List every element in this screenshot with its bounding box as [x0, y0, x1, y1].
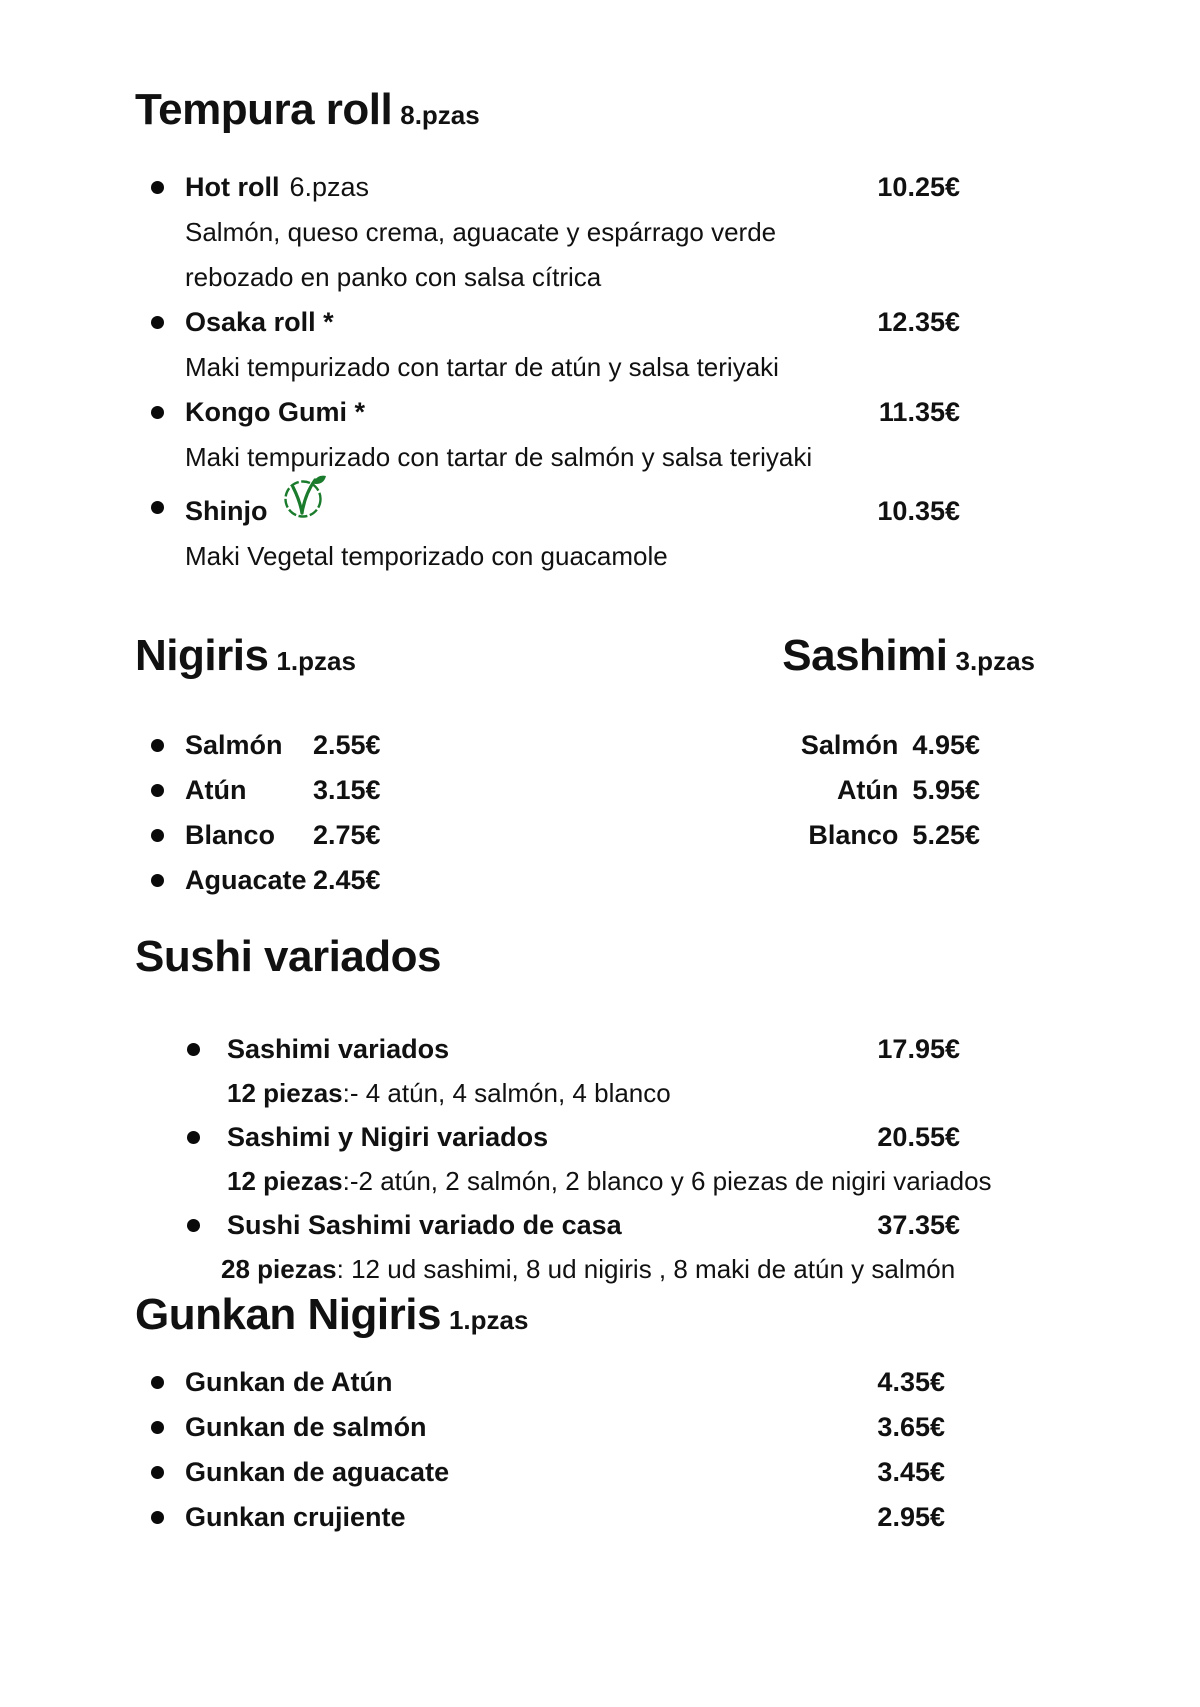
item-description: [135, 1071, 1035, 1115]
item-price: 3.15€: [313, 775, 381, 805]
sushi-variados-list: [135, 1027, 1035, 1291]
pieces-detail: : 12 ud sashimi, 8 ud nigiris , 8 maki de atún y salmón: [336, 1254, 956, 1284]
section-title-sashimi: [705, 631, 1035, 683]
section-unit: 1.pzas: [448, 1305, 529, 1335]
bullet-icon: [151, 1466, 164, 1479]
menu-item-sashimi-variados: [135, 1027, 960, 1071]
menu-item-osaka-roll: [135, 300, 960, 345]
item-description: Maki Vegetal temporizado con guacamole: [185, 541, 668, 571]
item-name: Gunkan crujiente: [185, 1502, 406, 1532]
item-price: 2.95€: [877, 1502, 945, 1532]
item-price: 5.95€: [912, 775, 980, 805]
item-name: Hot roll: [185, 172, 280, 202]
bullet-icon: [151, 406, 164, 419]
section-unit: 3.pzas: [955, 646, 1035, 676]
item-price: 37.35€: [877, 1210, 960, 1240]
bullet-icon: [151, 784, 164, 797]
bullet-icon: [151, 181, 164, 194]
section-unit: 1.pzas: [276, 646, 356, 676]
menu-item-gunkan-salmon: [135, 1405, 945, 1450]
nigiris-sashimi-band: [135, 631, 1035, 903]
section-unit: 8.pzas: [400, 100, 480, 130]
menu-item-sashimi-blanco: [705, 813, 980, 858]
item-price: 10.35€: [877, 496, 960, 526]
item-name: Blanco: [185, 820, 276, 850]
item-price: 2.45€: [313, 865, 381, 895]
bullet-icon: [151, 829, 164, 842]
pieces-count: 12 piezas: [227, 1078, 343, 1108]
section-title-tempura: [135, 85, 1035, 137]
item-description: Maki tempurizado con tartar de salmón y salsa teriyaki: [185, 442, 813, 472]
menu-item-nigiri-salmon: [135, 723, 615, 768]
bullet-icon: [151, 501, 164, 514]
item-name: Atún: [836, 775, 899, 805]
item-name: Kongo Gumi *: [185, 397, 365, 427]
item-name: Blanco: [808, 820, 899, 850]
menu-item-hot-roll: [135, 165, 960, 210]
item-name: Salmón: [185, 730, 283, 760]
menu-item-gunkan-aguacate: [135, 1450, 945, 1495]
section-sushi-variados: [135, 932, 1035, 1291]
item-name: Salmón: [800, 730, 899, 760]
bullet-icon: [187, 1131, 200, 1144]
nigiris-list: [135, 723, 615, 903]
bullet-icon: [151, 1376, 164, 1389]
item-name: Shinjo: [185, 496, 268, 526]
section-nigiris: [135, 631, 615, 903]
item-name: Gunkan de aguacate: [185, 1457, 450, 1487]
section-title-gunkan: [135, 1290, 1035, 1342]
pieces-detail: :- 4 atún, 4 salmón, 4 blanco: [342, 1078, 671, 1108]
section-title-sushi-variados: Sushi variados: [135, 932, 442, 981]
menu-item-sushi-sashimi-casa: [135, 1203, 960, 1247]
section-title-nigiris: [135, 631, 615, 683]
menu-item-nigiri-blanco: [135, 813, 615, 858]
pieces-count: 12 piezas: [227, 1166, 343, 1196]
sashimi-list: [705, 723, 1035, 858]
menu-item-nigiri-aguacate: [135, 858, 615, 903]
bullet-icon: [151, 1511, 164, 1524]
bullet-icon: [187, 1219, 200, 1232]
bullet-icon: [151, 874, 164, 887]
menu-item-sashimi-salmon: [705, 723, 980, 768]
bullet-icon: [187, 1043, 200, 1056]
item-name: Gunkan de Atún: [185, 1367, 393, 1397]
item-price: 11.35€: [878, 397, 960, 427]
item-price: 4.35€: [877, 1367, 945, 1397]
item-name: Aguacate: [185, 865, 307, 895]
item-price: 10.25€: [877, 172, 960, 202]
menu-item-gunkan-crujiente: [135, 1495, 945, 1540]
item-price: 2.55€: [313, 730, 381, 760]
menu-item-shinjo: [135, 480, 960, 534]
item-name: Gunkan de salmón: [185, 1412, 427, 1442]
item-price: 20.55€: [877, 1122, 960, 1152]
section-title-text: Gunkan Nigiris: [135, 1290, 441, 1339]
gunkan-list: [135, 1360, 1035, 1540]
menu-item-nigiri-atun: [135, 768, 615, 813]
tempura-list: [135, 165, 1035, 579]
section-title-text: Sashimi: [782, 631, 948, 680]
item-price: 3.45€: [877, 1457, 945, 1487]
item-description: [135, 1159, 1035, 1203]
bullet-icon: [151, 316, 164, 329]
menu-item-sashimi-atun: [705, 768, 980, 813]
item-name: Osaka roll *: [185, 307, 334, 337]
item-name: Atún: [185, 775, 247, 805]
bullet-icon: [151, 1421, 164, 1434]
item-description: Maki tempurizado con tartar de atún y salsa teriyaki: [185, 352, 779, 382]
item-price: 3.65€: [877, 1412, 945, 1442]
item-description: Salmón, queso crema, aguacate y espárrago verde: [185, 217, 777, 247]
item-name: Sashimi variados: [227, 1034, 450, 1064]
pieces-detail: :-2 atún, 2 salmón, 2 blanco y 6 piezas de nigiri variados: [342, 1166, 992, 1196]
item-price: 12.35€: [877, 307, 960, 337]
item-description: [135, 1247, 1035, 1291]
section-gunkan-nigiris: [135, 1290, 1035, 1540]
item-price: 17.95€: [877, 1034, 960, 1064]
item-qty: 6.pzas: [289, 172, 370, 202]
menu-item-sashimi-nigiri-variados: [135, 1115, 960, 1159]
item-name: Sushi Sashimi variado de casa: [227, 1210, 622, 1240]
item-price: 5.25€: [912, 820, 980, 850]
menu-item-kongo-gumi: [135, 390, 960, 435]
section-title-text: Tempura roll: [135, 85, 393, 134]
item-description: rebozado en panko con salsa cítrica: [185, 262, 602, 292]
item-price: 4.95€: [912, 730, 980, 760]
pieces-count: 28 piezas: [221, 1254, 337, 1284]
section-sashimi: [705, 631, 1035, 903]
vegetarian-icon: [280, 472, 328, 534]
section-title-text: Nigiris: [135, 631, 269, 680]
item-price: 2.75€: [313, 820, 381, 850]
menu-item-gunkan-atun: [135, 1360, 945, 1405]
section-tempura-roll: [135, 85, 1035, 579]
bullet-icon: [151, 739, 164, 752]
item-name: Sashimi y Nigiri variados: [227, 1122, 549, 1152]
